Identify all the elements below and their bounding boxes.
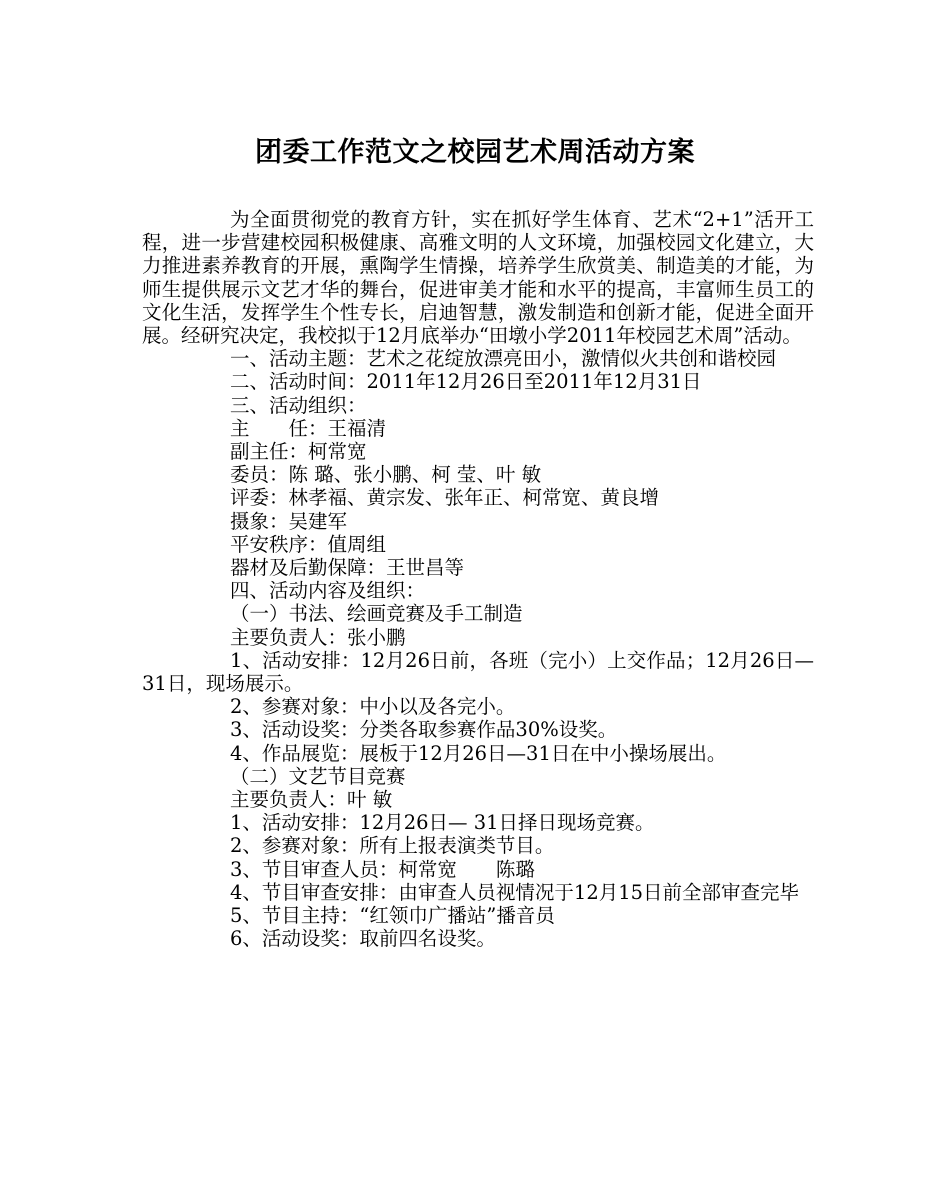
section-theme: 一、活动主题：艺术之花绽放漂亮田小，激情似火共创和谐校园	[230, 347, 777, 371]
part2-item6: 6、活动设奖：取前四名设奖。	[230, 927, 496, 951]
intro-paragraph: 为全面贯彻党的教育方针，实在抓好学生体育、艺术“2+1”活开工程，进一步营建校园积极健康、高雅文明的人文环境，加强校园文化建立，大力推进素养教育的开展，熏陶学生情操，培养学生欣赏美、制造美的才能，为师生提供展示文艺才华的舞台，促进审美才能和水平的提高，丰富师生员工的文化生活，发挥学生个性专长，启迪智慧，激发制造和创新才能，促进全面开展。经研究决定，我校拟于12月底举办“田墩小学2011年校园艺术周”活动。	[142, 208, 814, 348]
part2-item2: 2、参赛对象：所有上报表演类节目。	[230, 834, 555, 858]
org-deputy: 副主任：柯常宽	[230, 440, 367, 464]
part2-item3: 3、节目审查人员：柯常宽 陈璐	[230, 857, 535, 881]
part2-heading: （二）文艺节目竞赛	[230, 764, 406, 788]
part1-item2: 2、参赛对象：中小以及各完小。	[230, 695, 516, 719]
org-members: 委员：陈 璐、张小鹏、柯 莹、叶 敏	[230, 463, 542, 487]
section-org-heading: 三、活动组织：	[230, 393, 367, 417]
part2-item1: 1、活动安排：12月26日— 31日择日现场竞赛。	[230, 811, 655, 835]
part2-leader: 主要负责人：叶 敏	[230, 788, 393, 812]
part1-item1: 1、活动安排：12月26日前，各班（完小）上交作品；12月26日—31日，现场展示。	[142, 648, 814, 696]
document-body	[142, 208, 814, 951]
part1-heading: （一）书法、绘画竞赛及手工制造	[230, 602, 523, 626]
part2-item4: 4、节目审查安排：由审查人员视情况于12月15日前全部审查完毕	[230, 880, 800, 904]
part2-item5: 5、节目主持：“红领巾广播站”播音员	[230, 904, 555, 928]
org-photo: 摄象：吴建军	[230, 509, 348, 533]
part1-item3: 3、活动设奖：分类各取参赛作品30%设奖。	[230, 718, 618, 742]
section-content-heading: 四、活动内容及组织：	[230, 579, 426, 603]
part1-item4: 4、作品展览：展板于12月26日—31日在中小操场展出。	[230, 741, 727, 765]
org-safety: 平安秩序：值周组	[230, 532, 387, 556]
org-director: 主 任：王福清	[230, 416, 387, 440]
org-logistics: 器材及后勤保障：王世昌等	[230, 556, 465, 580]
org-judges: 评委：林孝福、黄宗发、张年正、柯常宽、黄良增	[230, 486, 660, 510]
part1-leader: 主要负责人：张小鹏	[230, 625, 406, 649]
section-time: 二、活动时间：2011年12月26日至2011年12月31日	[230, 370, 702, 394]
document-title: 团委工作范文之校园艺术周活动方案	[255, 137, 695, 168]
